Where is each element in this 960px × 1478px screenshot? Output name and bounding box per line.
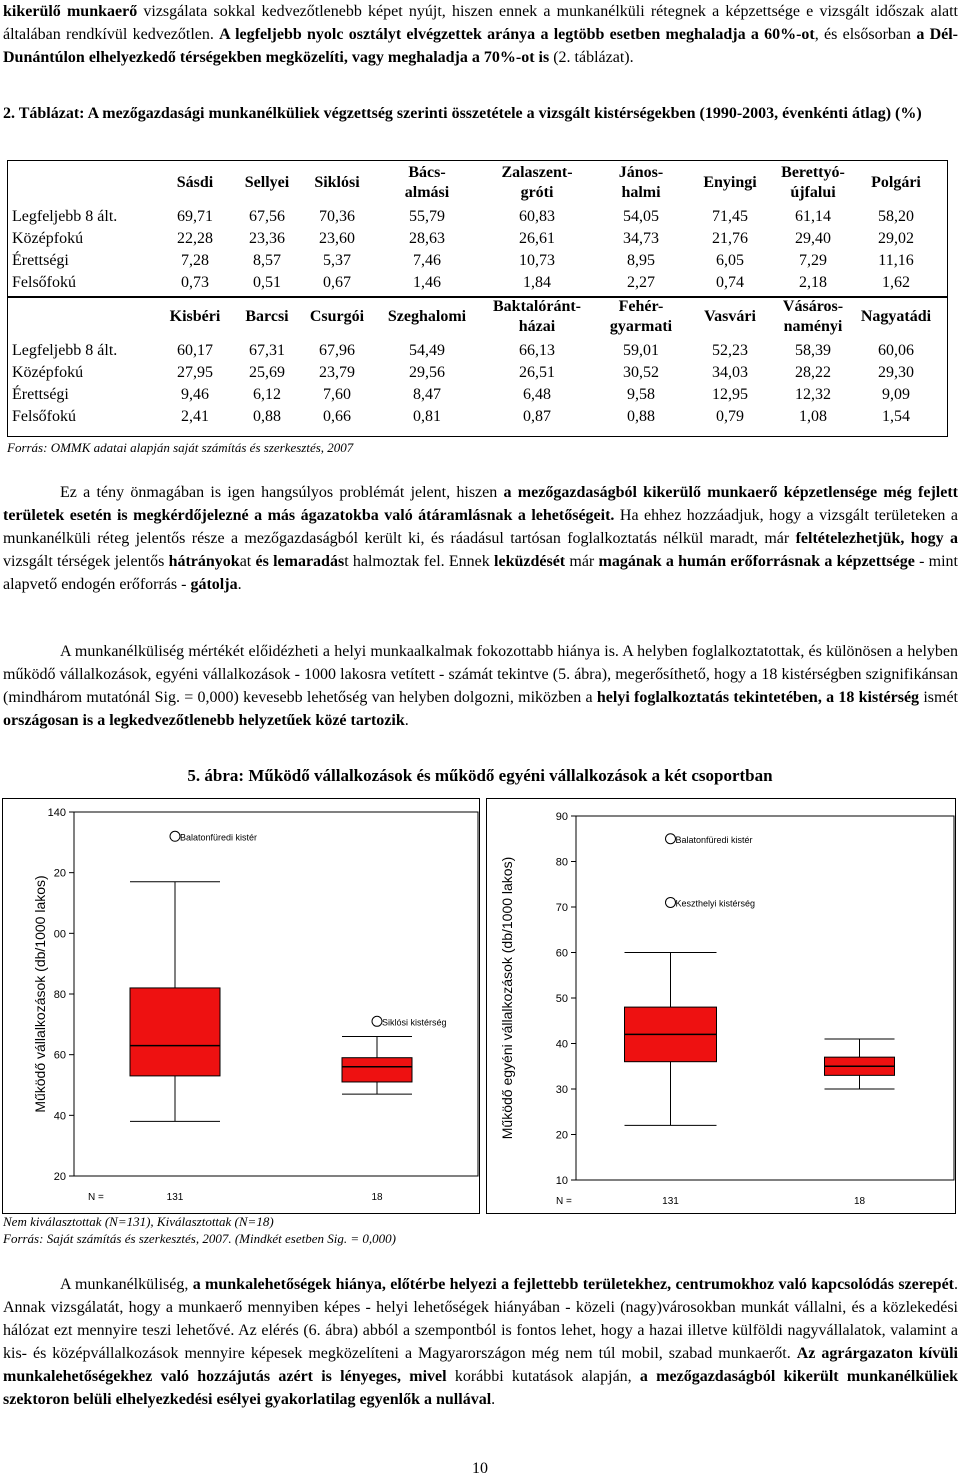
- table-row-label: Legfeljebb 8 ált.: [12, 342, 118, 359]
- y-tick-label: 80: [555, 856, 568, 869]
- intro-text-5: (2. táblázat).: [549, 49, 634, 66]
- table-cell: 1,08: [799, 408, 827, 425]
- outlier-label: Balatonfüredi kistér: [180, 832, 258, 843]
- table-cell: 29,30: [878, 364, 914, 381]
- table-cell: 67,96: [319, 342, 355, 359]
- paragraph-3: [3, 640, 958, 732]
- education-table: [8, 160, 936, 428]
- category-label: 18: [371, 1192, 383, 1203]
- table-column-header: Polgári: [871, 174, 921, 191]
- p4-b: a munkalehetőségek hiánya, előtérbe helyezi a fejlettebb területekhez, centrumokhoz való kapcsolódás szerepét: [192, 1276, 955, 1293]
- table-cell: 6,12: [253, 386, 281, 403]
- table-cell: 23,60: [319, 230, 355, 247]
- table-row: [8, 406, 936, 428]
- table-cell: 29,56: [409, 364, 445, 381]
- outlier-label: Siklósi kistérség: [382, 1017, 447, 1028]
- figure-note-2: Forrás: Saját számítás és szerkesztés, 2007. (Mindkét esetben Sig. = 0,000): [3, 1231, 396, 1246]
- table-cell: 60,83: [519, 208, 555, 225]
- p2-f: hátrányok: [168, 553, 240, 570]
- table-header-row: [8, 294, 936, 340]
- table-cell: 26,61: [519, 230, 555, 247]
- table-cell: 34,73: [623, 230, 659, 247]
- table-column-header: Berettyó- újfalui: [781, 164, 845, 201]
- outlier-point: [170, 831, 180, 841]
- table-cell: 29,40: [795, 230, 831, 247]
- intro-bold-4: a Dél-Dunántúlon elhelyezkedő térségekben megközelíti, vagy meghaladja a 70%-ot is: [3, 26, 959, 66]
- y-tick-label: 60: [555, 947, 568, 960]
- figure-title: 5. ábra: Működő vállalkozások és működő egyéni vállalkozások a két csoportban: [187, 766, 773, 785]
- table-column-header: Vásáros- naményi: [782, 298, 844, 335]
- boxplot-enterprises: [2, 798, 480, 1214]
- outlier-point: [666, 834, 676, 844]
- y-tick-label: 60: [53, 1049, 66, 1062]
- p3-c: ismét: [919, 689, 958, 706]
- table-caption: 2. Táblázat: A mezőgazdasági munkanélküliek végzettség szerinti összetétele a vizsgált kistérségekben (1990-2003, évenkénti átlag) (%): [3, 105, 922, 122]
- table-column-header: Sellyei: [244, 174, 290, 191]
- table-source: Forrás: OMMK adatai alapján saját számítás és szerkesztés, 2007: [7, 440, 354, 455]
- intro-bold-1: kikerülő munkaerő: [3, 3, 138, 20]
- table-column-header: Fehér- gyarmati: [609, 298, 673, 335]
- table-cell: 0,87: [523, 408, 551, 425]
- page-number: 10: [472, 1460, 488, 1477]
- table-cell: 66,13: [519, 342, 555, 359]
- table-cell: 54,05: [623, 208, 659, 225]
- p2-l: magának a humán erőforrásnak a képzettsége: [598, 553, 915, 570]
- y-tick-label: 20: [53, 1171, 66, 1183]
- table-cell: 7,29: [799, 252, 827, 269]
- table-cell: 1,84: [523, 274, 551, 291]
- box: [342, 1058, 412, 1082]
- table-cell: 21,76: [712, 230, 748, 247]
- table-header-empty: [8, 294, 158, 340]
- table-cell: 7,60: [323, 386, 351, 403]
- figure-note-1: Nem kiválasztottak (N=131), Kiválasztottak (N=18): [3, 1214, 274, 1229]
- y-tick-label: 140: [47, 807, 66, 819]
- outlier-point: [372, 1016, 382, 1026]
- table-cell: 23,79: [319, 364, 355, 381]
- table-cell: 1,62: [882, 274, 910, 291]
- table-column-header: Csurgói: [309, 308, 365, 325]
- p2-o: .: [237, 576, 242, 593]
- table-row: [8, 340, 936, 362]
- category-label: 131: [166, 1192, 184, 1203]
- table-row: [8, 250, 936, 272]
- table-column-header: János- halmi: [618, 164, 664, 201]
- table-cell: 55,79: [409, 208, 445, 225]
- table-cell: 0,81: [413, 408, 441, 425]
- y-tick-label: 40: [53, 1110, 66, 1123]
- table-cell: 26,51: [519, 364, 555, 381]
- n-label: N =: [88, 1192, 104, 1203]
- table-cell: 71,45: [712, 208, 748, 225]
- table-cell: 8,95: [627, 252, 655, 269]
- table-cell: 67,31: [249, 342, 285, 359]
- p3-d: országosan is a legkedvezőtlenebb helyzetűek közé tartozik: [3, 712, 405, 729]
- table-cell: 7,46: [413, 252, 441, 269]
- table-cell: 29,02: [878, 230, 914, 247]
- category-label: 131: [662, 1196, 679, 1207]
- intro-paragraph: [3, 0, 958, 69]
- paragraph-4: [3, 1273, 958, 1411]
- y-tick-label: 80: [53, 989, 66, 1001]
- table-row-label: Középfokú: [12, 230, 84, 247]
- table-cell: 0,88: [627, 408, 655, 425]
- boxplot-sole-proprietors: [486, 798, 956, 1214]
- p4-d: Az agrárgazaton kívüli munkalehetőségekhez való hozzájutás azért is lényeges, mivel: [3, 1345, 958, 1385]
- table-row: [8, 228, 936, 250]
- outlier-label: Keszthelyi kistérség: [675, 898, 756, 909]
- table-row-label: Felsőfokú: [12, 408, 76, 425]
- p2-g: at: [239, 553, 256, 570]
- p4-a: A munkanélküliség,: [60, 1276, 193, 1293]
- intro-text-3: , és elsősorban: [814, 26, 917, 43]
- table-cell: 28,63: [409, 230, 445, 247]
- p2-j: leküzdését: [494, 553, 566, 570]
- table-header-row: [8, 160, 936, 206]
- table-column-header: Zalaszent- gróti: [501, 164, 573, 201]
- y-tick-label: 20: [53, 867, 66, 880]
- table-cell: 12,32: [795, 386, 831, 403]
- table-column-header: Siklósi: [314, 174, 360, 191]
- paragraph-2: [3, 481, 958, 596]
- table-row-label: Érettségi: [12, 386, 69, 403]
- category-label: 18: [853, 1196, 866, 1207]
- y-tick-label: 00: [53, 928, 66, 941]
- table-cell: 8,47: [413, 386, 441, 403]
- table-cell: 0,67: [323, 274, 351, 291]
- table-cell: 0,88: [253, 408, 281, 425]
- table-cell: 2,41: [181, 408, 209, 425]
- table-cell: 0,74: [716, 274, 744, 291]
- table-column-header: Enyingi: [703, 174, 757, 191]
- table-cell: 23,36: [249, 230, 285, 247]
- table-cell: 9,09: [882, 386, 910, 403]
- p4-f: a mezőgazdaságból kikerült munkanélküliek szektoron belüli elhelyezkedési esélyei gyakorlatilag egyenlők a nullával: [3, 1368, 959, 1408]
- table-row: [8, 384, 936, 406]
- y-axis-label: Működő egyéni vállalkozások (db/1000 lakos): [499, 856, 515, 1140]
- table-cell: 7,28: [181, 252, 209, 269]
- y-tick-label: 10: [555, 1175, 568, 1187]
- table-row-label: Felsőfokú: [12, 274, 76, 291]
- table-column-header: Baktalóránt- házai: [493, 298, 581, 335]
- p2-m: - mint alapvető endogén erőforrás -: [3, 553, 959, 593]
- table-column-header: Kisbéri: [169, 308, 221, 325]
- table-cell: 58,20: [878, 208, 914, 225]
- table-column-header: Bács- almási: [404, 164, 450, 201]
- p2-c: Ha ehhez hozzáadjuk, hogy a vizsgált területeken a munkanélküli réteg jelentős része a mezőgazdaságból került ki, és ráadásul tartósan foglalkoztatás nélkül maradt, már: [3, 507, 958, 547]
- p2-e: vizsgált térségek jelentős: [3, 553, 169, 570]
- y-tick-label: 20: [555, 1129, 568, 1142]
- table-header-empty: [8, 160, 158, 206]
- table-cell: 9,46: [181, 386, 209, 403]
- table-cell: 69,71: [177, 208, 213, 225]
- table-cell: 70,36: [319, 208, 355, 225]
- y-tick-label: 30: [555, 1084, 568, 1096]
- table-row: [8, 206, 936, 228]
- table-cell: 34,03: [712, 364, 748, 381]
- table-cell: 28,22: [795, 364, 831, 381]
- table-cell: 10,73: [519, 252, 555, 269]
- p4-e: korábbi kutatások alapján,: [446, 1368, 640, 1385]
- table-row: [8, 272, 936, 294]
- table-column-header: Szeghalomi: [387, 308, 467, 325]
- table-column-header: Sásdi: [176, 174, 214, 191]
- table-cell: 0,66: [323, 408, 351, 425]
- table-row: [8, 362, 936, 384]
- p2-h: és lemaradás: [255, 553, 345, 570]
- n-label: N =: [556, 1196, 572, 1207]
- outlier-label: Balatonfüredi kistér: [675, 834, 753, 845]
- p3-a: A munkanélküliség mértékét előidézheti a helyi munkaalkalmak fokozottabb hiánya is. A helyben foglalkoztatottak, és különösen a helyben működő vállalkozások, egyéni vállalkozások - 1000 lakosra vetített - számát tekintve (5. ábra), megerősíthető, hogy a 18 kistérségben szignifikánsan (mindhárom mutatónál Sig. = 0,000) kevesebb lehetőség van helyben dolgozni, miközben a: [3, 643, 958, 706]
- table-cell: 59,01: [623, 342, 659, 359]
- table-cell: 12,95: [712, 386, 748, 403]
- p4-g: .: [491, 1391, 496, 1408]
- table-cell: 58,39: [795, 342, 831, 359]
- table-cell: 1,46: [413, 274, 441, 291]
- table-column-header: Nagyatádi: [860, 308, 932, 325]
- table-cell: 60,17: [177, 342, 213, 359]
- table-cell: 60,06: [878, 342, 914, 359]
- table-cell: 52,23: [712, 342, 748, 359]
- y-tick-label: 50: [555, 993, 568, 1005]
- table-row-label: Középfokú: [12, 364, 84, 381]
- table-cell: 6,05: [716, 252, 744, 269]
- table-cell: 2,18: [799, 274, 827, 291]
- p4-c: . Annak vizsgálatát, hogy a munkaerő mennyiben képes - helyi lehetőségek hiányában - közeli (nagy)városokban munkát vállalni, és a közlekedési hálózat ezt mennyire teszi lehetővé. Az elérés (6. ábra) abból a szempontból is fontos lehet, hogy a hazai illetve külföldi nagyvállalatok, valamint a kis- és középvállalkozások mennyire képesek megközelíteni a Magyarországon még nem túl mobil, szabad munkaerőt.: [3, 1276, 959, 1362]
- table-cell: 9,58: [627, 386, 655, 403]
- y-tick-label: 70: [555, 902, 568, 914]
- table-column-header: Barcsi: [245, 308, 289, 325]
- intro-text-1: vizsgálata sokkal kedvezőtlenebb képet nyújt, hiszen ennek a munkanélküli rétegnek a képzettsége e vizsgált időszak alatt általában rendkívül kedvezőtlen.: [3, 3, 959, 43]
- p3-b: helyi foglalkoztatás tekintetében, a 18 kistérség: [596, 689, 920, 706]
- y-tick-label: 90: [555, 811, 568, 823]
- table-cell: 0,73: [181, 274, 209, 291]
- table-cell: 54,49: [409, 342, 445, 359]
- table-cell: 8,57: [253, 252, 281, 269]
- p2-i: t halmoztak fel. Ennek: [344, 553, 495, 570]
- p2-d: feltételezhetjük, hogy a: [795, 530, 959, 547]
- table-cell: 22,28: [177, 230, 213, 247]
- table-cell: 1,54: [882, 408, 910, 425]
- table-cell: 25,69: [249, 364, 285, 381]
- p2-b: a mezőgazdaságból kikerülő munkaerő képzetlensége még fejlett területek esetén is megkérdőjelezné a más ágazatokba való átáramlásnak a lehetőségeit.: [3, 484, 958, 524]
- outlier-point: [666, 897, 676, 907]
- table-cell: 0,51: [253, 274, 281, 291]
- table-row-label: Legfeljebb 8 ált.: [12, 208, 118, 225]
- table-row-label: Érettségi: [12, 252, 69, 269]
- table-cell: 67,56: [249, 208, 285, 225]
- table-cell: 2,27: [627, 274, 655, 291]
- table-cell: 27,95: [177, 364, 213, 381]
- intro-bold-2: A legfeljebb nyolc osztályt elvégzettek aránya a legtöbb esetben meghaladja a 60%-ot: [219, 26, 815, 43]
- table-cell: 61,14: [795, 208, 831, 225]
- table-cell: 0,79: [716, 408, 744, 425]
- table-cell: 5,37: [323, 252, 351, 269]
- box: [130, 988, 220, 1076]
- y-tick-label: 40: [555, 1038, 568, 1051]
- p3-e: .: [404, 712, 409, 729]
- y-axis-label: Működő vállalkozások (db/1000 lakos): [32, 875, 48, 1113]
- p2-a: Ez a tény önmagában is igen hangsúlyos problémát jelent, hiszen: [60, 484, 504, 501]
- table-cell: 6,48: [523, 386, 551, 403]
- table-cell: 11,16: [878, 252, 914, 269]
- p2-n: gátolja: [190, 576, 238, 593]
- table-column-header: Vasvári: [704, 308, 756, 325]
- p2-k: már: [565, 553, 599, 570]
- table-cell: 30,52: [623, 364, 659, 381]
